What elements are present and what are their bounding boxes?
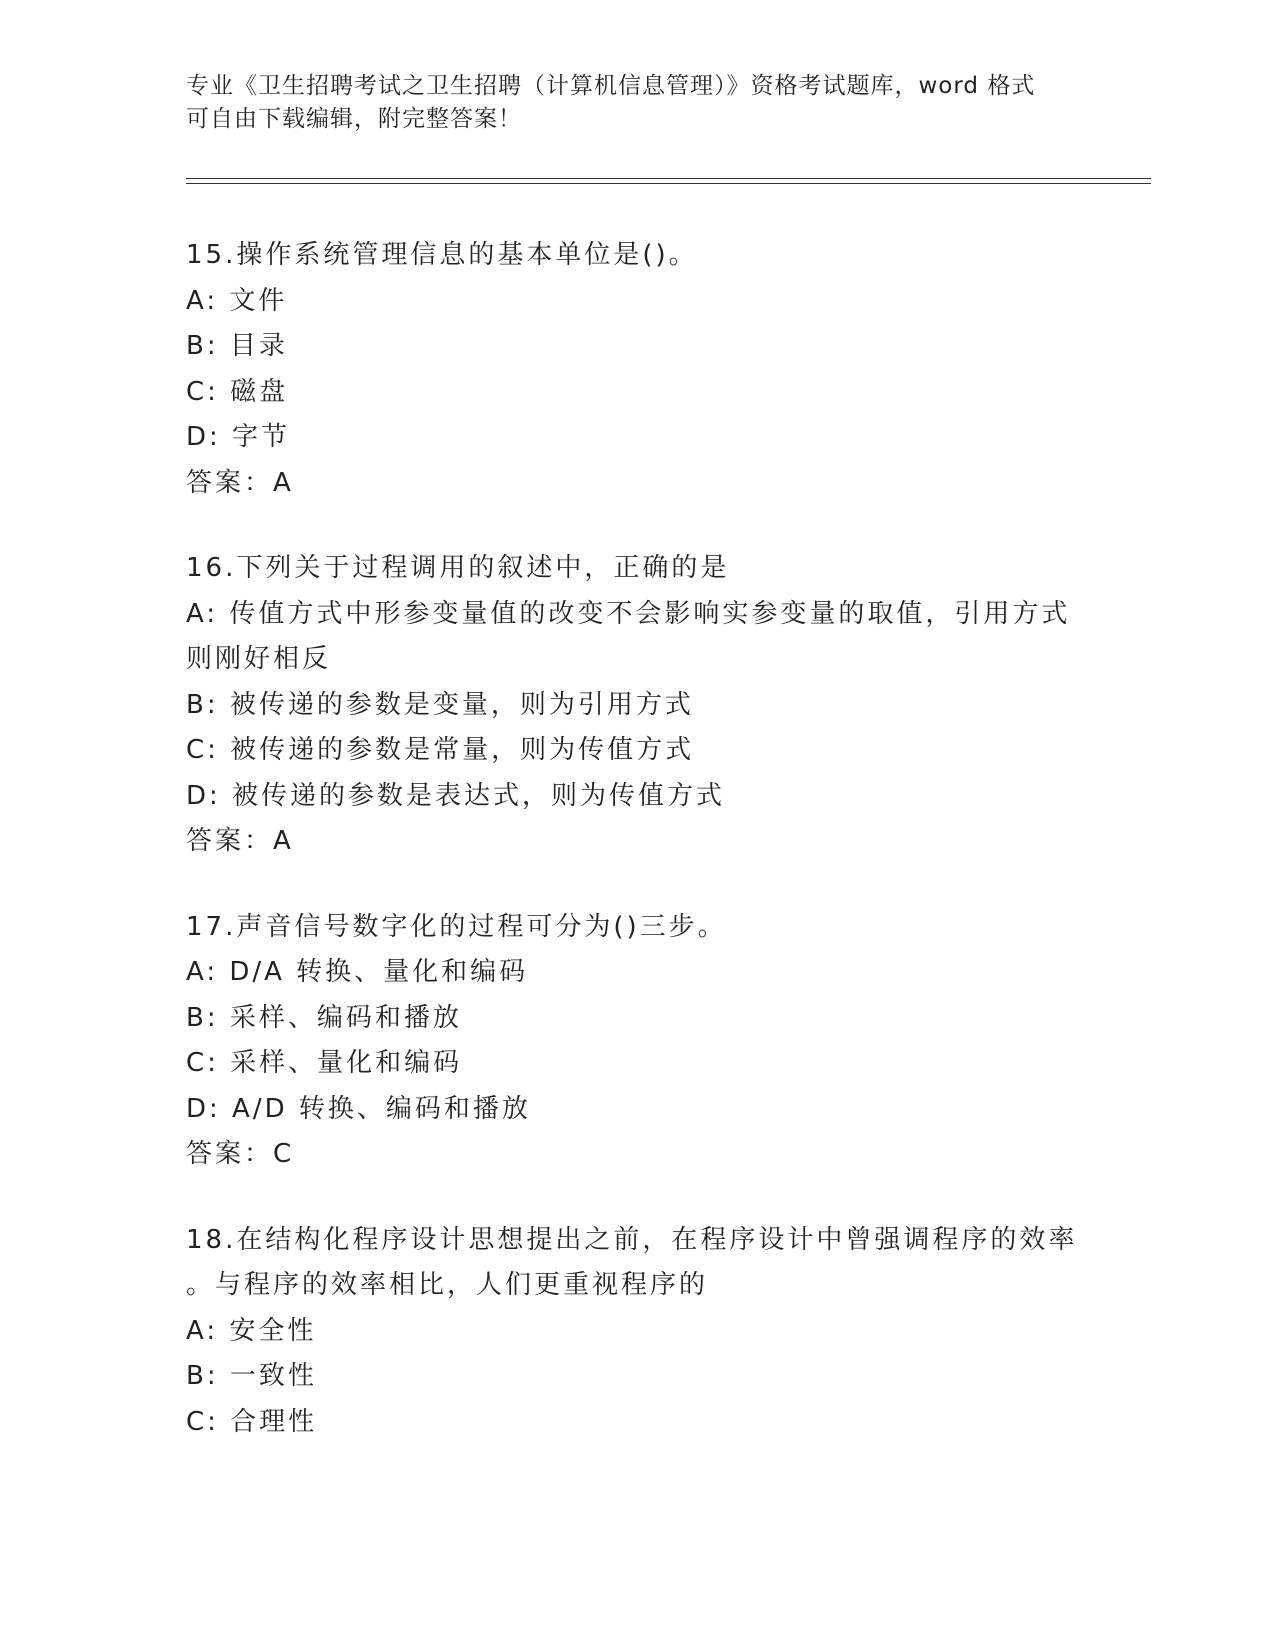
option-a-continued: 则刚好相反 [186, 644, 332, 674]
question-stem-continued: 。与程序的效率相比，人们更重视程序的 [186, 1270, 709, 1300]
option-b: B: 被传递的参数是变量，则为引用方式 [186, 689, 694, 720]
option-b: B: 采样、编码和播放 [186, 1002, 462, 1033]
option-b: B: 目录 [186, 331, 288, 361]
option-d: D: A/D 转换、编码和播放 [186, 1093, 531, 1124]
option-c: C: 被传递的参数是常量，则为传值方式 [186, 735, 695, 765]
answer-line: 答案：C [186, 1139, 295, 1169]
option-a: A: 传值方式中形参变量值的改变不会影响实参变量的取值，引用方式 [186, 598, 1071, 629]
option-a: A: D/A 转换、量化和编码 [186, 957, 529, 987]
question-list [186, 233, 1086, 1485]
option-c: C: 合理性 [186, 1406, 318, 1437]
header-line-2: 可自由下载编辑，附完整答案！ [186, 106, 522, 132]
question-18 [186, 1218, 1086, 1446]
option-b: B: 一致性 [186, 1361, 317, 1391]
header-line-1: 专业《卫生招聘考试之卫生招聘（计算机信息管理）》资格考试题库，word 格式 [186, 73, 1036, 99]
answer-line: 答案：A [186, 467, 294, 498]
question-stem: 18.在结构化程序设计思想提出之前，在程序设计中曾强调程序的效率 [186, 1224, 1078, 1255]
document-header [186, 70, 1086, 136]
question-16 [186, 546, 1086, 865]
question-17 [186, 905, 1086, 1178]
option-d: D: 被传递的参数是表达式，则为传值方式 [186, 780, 726, 811]
answer-line: 答案：A [186, 826, 294, 856]
option-d: D: 字节 [186, 422, 291, 452]
option-a: A: 文件 [186, 285, 288, 316]
option-a: A: 安全性 [186, 1315, 317, 1346]
question-15 [186, 233, 1086, 506]
header-rule-bottom [186, 183, 1151, 184]
header-rule-top [186, 178, 1151, 179]
question-stem: 15.操作系统管理信息的基本单位是()。 [186, 240, 698, 270]
question-stem: 17.声音信号数字化的过程可分为()三步。 [186, 911, 727, 942]
option-c: C: 采样、量化和编码 [186, 1048, 463, 1078]
question-stem: 16.下列关于过程调用的叙述中，正确的是 [186, 553, 730, 583]
option-c: C: 磁盘 [186, 376, 289, 407]
